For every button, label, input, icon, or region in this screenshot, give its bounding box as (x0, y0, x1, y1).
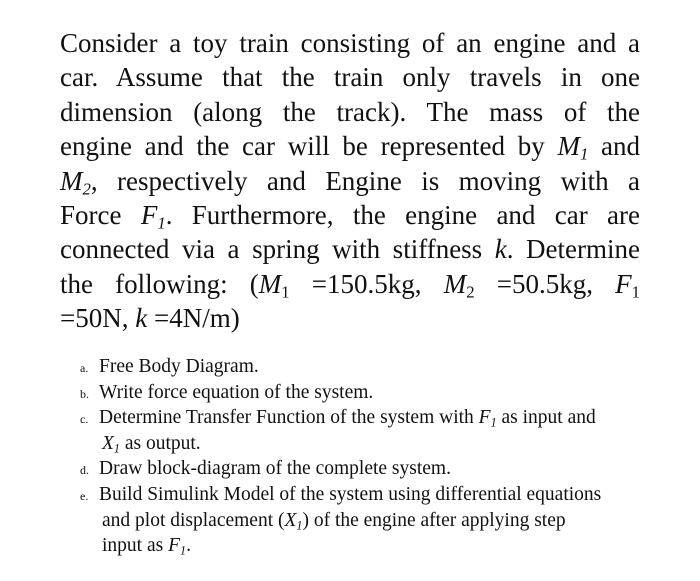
problem-line-8 (60, 267, 640, 301)
problem-line-7 (60, 232, 640, 266)
task-text: Draw block-diagram of the complete system. (99, 458, 451, 480)
problem-line-6 (60, 198, 640, 232)
symbol-f1-value: F (615, 268, 632, 299)
problem-text: . Furthermore, the engine and car are (165, 200, 641, 231)
task-text: Determine Transfer Function of the system with (99, 407, 479, 429)
problem-text: . Determine (506, 234, 641, 265)
task-text: . (186, 535, 191, 557)
list-marker: b. (80, 386, 89, 401)
symbol-m2-value: M (443, 268, 467, 299)
problem-text: car. Assume that the train only travels in one (60, 62, 640, 93)
symbol-m1: $M_1$ (557, 131, 589, 164)
task-text: input as (102, 535, 169, 557)
symbol-x1: $X_1$ (102, 432, 120, 456)
symbol-f1: $F_1$ (140, 200, 166, 233)
task-text-continued (99, 508, 650, 534)
task-text: and plot displacement ( (102, 509, 285, 531)
task-text-continued (99, 431, 650, 457)
problem-line-2 (60, 60, 640, 94)
symbol-k: k (494, 234, 507, 265)
task-text: ) of the engine after applying step (302, 509, 566, 531)
task-text: as input and (496, 407, 596, 429)
problem-text: the following: ( (60, 268, 259, 299)
symbol-m2: $M_2$ (60, 165, 91, 199)
list-marker: c. (80, 412, 89, 427)
subscript: 1 (631, 282, 640, 302)
problem-line-5 (60, 164, 640, 198)
problem-text: engine and the car will be represented by (60, 131, 545, 162)
list-marker: d. (80, 463, 89, 478)
problem-line-3 (60, 95, 640, 129)
problem-line-4 (60, 129, 640, 163)
task-text-continued (99, 533, 650, 559)
problem-text: dimension (along the track). The mass of the (60, 96, 640, 127)
subscript: 2 (466, 282, 475, 302)
task-list (80, 354, 650, 559)
problem-text: Consider a toy train consisting of an engine and a (60, 28, 640, 58)
task-text: Write force equation of the system. (99, 381, 374, 403)
task-item-e (80, 482, 650, 559)
symbol-f1: $F_1$ (478, 407, 497, 430)
task-text: as output. (119, 432, 201, 454)
problem-line-1 (60, 26, 640, 60)
task-text: Free Body Diagram. (99, 356, 259, 377)
symbol-f1: $F_1$ (168, 535, 187, 558)
f1-value: =50N, (60, 303, 136, 334)
m2-value: =50.5kg, (474, 268, 616, 299)
k-value: =4N/m) (147, 303, 240, 334)
symbol-x1: $X_1$ (284, 509, 303, 532)
list-marker: a. (80, 361, 89, 375)
task-item-a (80, 354, 650, 380)
problem-statement (60, 26, 640, 336)
list-marker: e. (80, 488, 89, 503)
task-item-b (80, 380, 650, 406)
symbol-m1-value: M (258, 268, 282, 299)
problem-text: connected via a spring with stiffness (60, 234, 483, 265)
problem-text: and (601, 131, 640, 162)
problem-text: Force (60, 200, 122, 231)
task-item-c (80, 405, 650, 456)
problem-line-9 (60, 301, 640, 335)
task-text: Build Simulink Model of the system using differential equations (99, 483, 602, 505)
task-item-d (80, 456, 650, 482)
symbol-k-value: k (135, 303, 148, 334)
problem-text: , respectively and Engine is moving with a (90, 165, 640, 196)
m1-value: =150.5kg, (289, 268, 444, 299)
subscript: 1 (281, 282, 290, 302)
